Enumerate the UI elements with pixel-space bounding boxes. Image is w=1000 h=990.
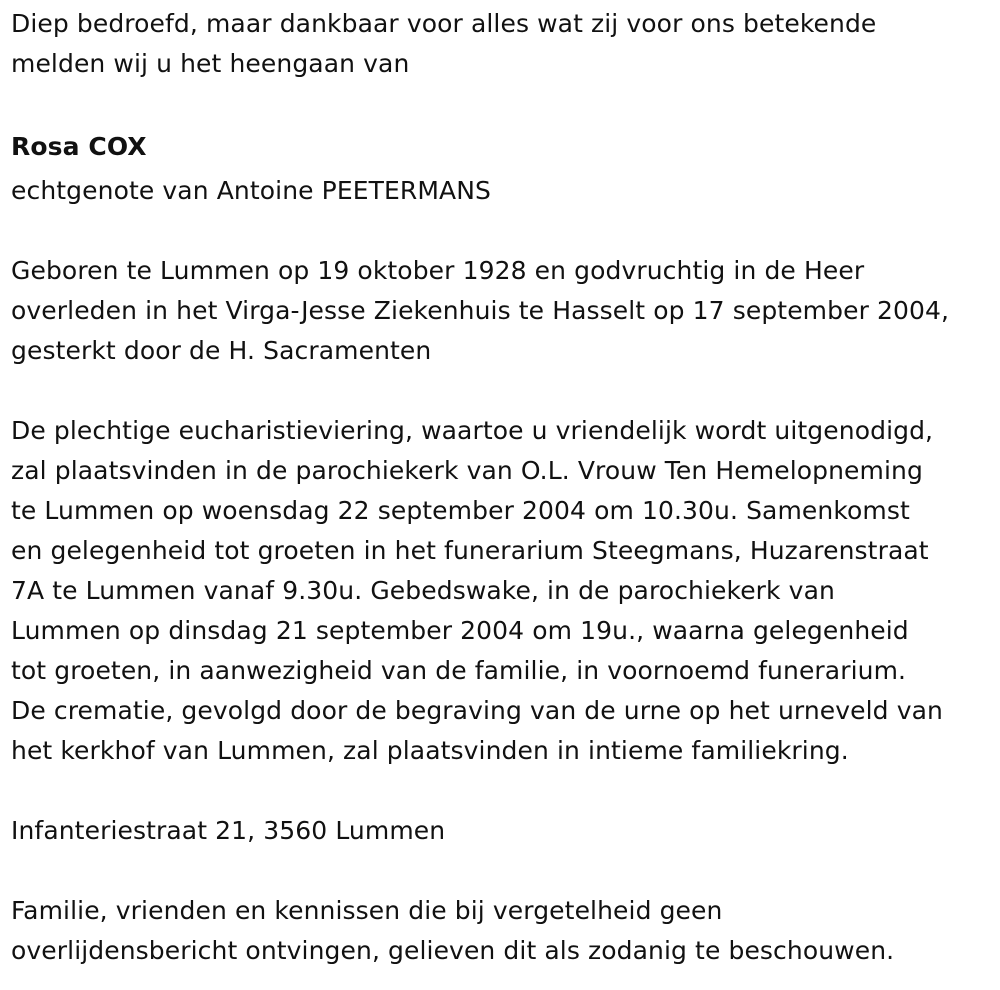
paragraph-spacer [11,851,996,891]
ceremony-line: zal plaatsvinden in de parochiekerk van O.L. Vrouw Ten Hemelopneming [11,456,923,485]
ceremony-line: te Lummen op woensdag 22 september 2004 om 10.30u. Samenkomst [11,496,910,525]
intro-paragraph [11,4,996,84]
home-address: Infanteriestraat 21, 3560 Lummen [11,816,446,845]
ceremony-line: Lummen op dinsdag 21 september 2004 om 19u., waarna gelegenheid [11,616,909,645]
birth-death-line: overleden in het Virga-Jesse Ziekenhuis te Hasselt op 17 september 2004, [11,296,950,325]
ceremony-paragraph [11,411,996,771]
intro-line: melden wij u het heengaan van [11,49,410,78]
spouse-line: echtgenote van Antoine PEETERMANS [11,176,492,205]
paragraph-spacer [11,371,996,411]
birth-death-line: Geboren te Lummen op 19 oktober 1928 en godvruchtig in de Heer [11,256,865,285]
closing-line: overlijdensbericht ontvingen, gelieven dit als zodanig te beschouwen. [11,936,895,965]
ceremony-line: De plechtige eucharistieviering, waartoe u vriendelijk wordt uitgenodigd, [11,416,934,445]
birth-death-paragraph [11,251,996,371]
closing-line: Familie, vrienden en kennissen die bij vergetelheid geen [11,896,723,925]
paragraph-spacer [11,84,996,124]
ceremony-line: De crematie, gevolgd door de begraving van de urne op het urneveld van [11,696,943,725]
paragraph-spacer [11,771,996,811]
closing-paragraph [11,891,996,971]
ceremony-line: 7A te Lummen vanaf 9.30u. Gebedswake, in de parochiekerk van [11,576,835,605]
ceremony-line: en gelegenheid tot groeten in het funerarium Steegmans, Huzarenstraat [11,536,929,565]
intro-line: Diep bedroefd, maar dankbaar voor alles wat zij voor ons betekende [11,9,877,38]
birth-death-line: gesterkt door de H. Sacramenten [11,336,432,365]
deceased-name: Rosa COX [11,132,147,161]
ceremony-line: tot groeten, in aanwezigheid van de familie, in voornoemd funerarium. [11,656,907,685]
paragraph-spacer [11,211,996,251]
obituary-notice [11,4,996,971]
ceremony-line: het kerkhof van Lummen, zal plaatsvinden in intieme familiekring. [11,736,849,765]
